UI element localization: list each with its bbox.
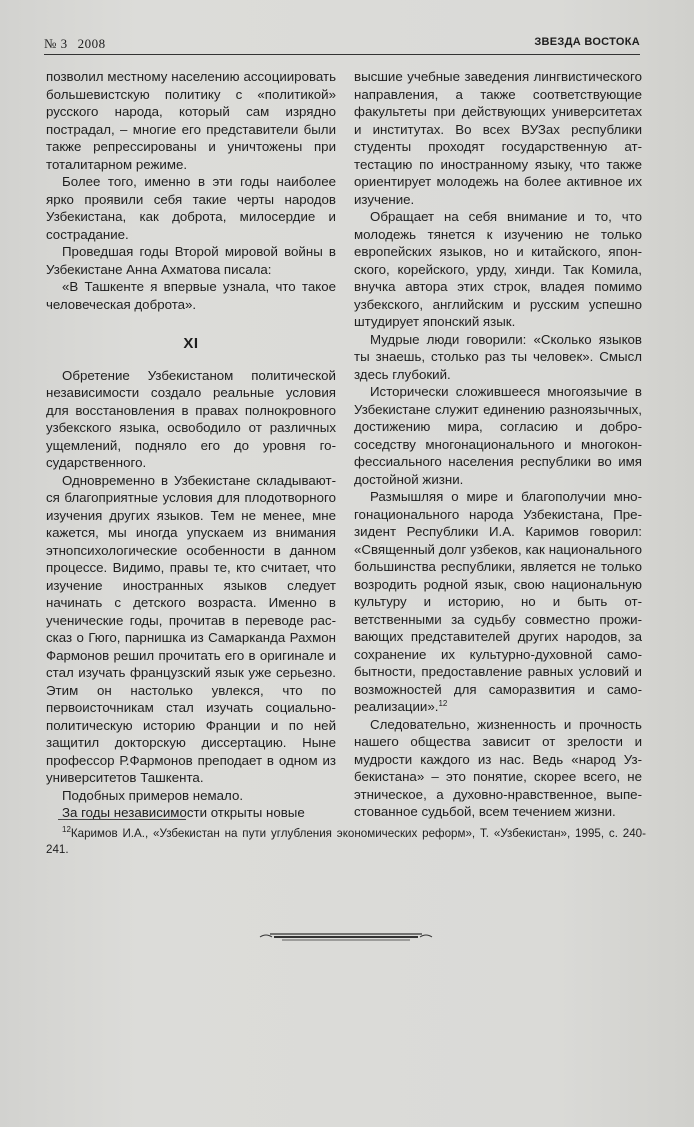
footnote-divider <box>58 819 186 820</box>
paragraph: позволил местному населению ассоциировать большевистскую политику с «политикой» русского народа, который сам изрядно пострадал, – многие его представители были также репрессированы и уничтожены при тоталитарном режиме. <box>46 69 336 172</box>
ornament-divider-icon <box>258 928 434 944</box>
paragraph: Проведшая годы Второй мировой войны в Узбекистане Анна Ахматова писала: <box>46 244 336 277</box>
paragraph: Более того, именно в эти годы наиболее ярко проявили себя такие черты народов Узбекистана, как доброта, милосердие и сострадание. <box>46 174 336 242</box>
paragraph-with-footnote <box>354 488 642 716</box>
paragraph: Мудрые люди говорили: «Сколько языков ты знаешь, столько раз ты человек». Смысл здесь глубокий. <box>354 331 642 382</box>
paragraph: Обретение Узбекистаном политической независимости создало реальные условия для восстановления в правах полнокровного узбекского языка, освободило от различных ущемлений, подняло его до уровня государственного. <box>46 367 336 470</box>
right-column <box>354 68 642 821</box>
footnote-number: 12 <box>62 825 71 834</box>
paragraph: Исторически сложившееся многоязычие в Узбекистане служит единению разноязычных, достижению мира, согласию и добрососедству многонационального и многоконфессиального населения республики во имя достойной жизни. <box>354 384 642 487</box>
footnote-text: Каримов И.А., «Узбекистан на пути углубления экономических реформ», Т. «Узбекистан», 1995, с. 240-241. <box>46 827 646 856</box>
paragraph: «В Ташкенте я впервые узнала, что такое человеческая доброта». <box>46 279 336 312</box>
issue-number: № 3 <box>44 36 68 51</box>
paragraph: За годы независимости открыты новые <box>62 805 305 820</box>
paragraph: Следовательно, жизненность и прочность нашего общества зависит от зрелости и мудрости каждого из нас. Ведь «народ Узбекистана» – это понятие, скорее всего, не этническое, а духовно-нравственное, выпестованное судьбой, всем течением жизни. <box>354 716 642 819</box>
journal-name: ЗВЕЗДА ВОСТОКА <box>534 36 640 48</box>
section-title: XI <box>183 335 199 352</box>
paragraph: высшие учебные заведения лингвистического направления, а также соответствующие факультеты при действующих университетах и институтах. Во всех ВУЗах республики студенты проходят государственную аттестацию по иностранному языку, что также ориентирует молодежь на более активное их изучение. <box>354 69 642 207</box>
paragraph: Одновременно в Узбекистане складываются благоприятные условия для плодотворного изучения других языков. Тем не менее, мне кажется, мы иногда упускаем из внимания этнопсихологические особенности в данном процессе. Видимо, правы те, кто считaет, что изучение иностранных языков следует начинать с детского возраста. Именно в ученические годы, прочитав в переводе рассказ о Гюго, парнишка из Самарканда Рахмон Фармонов решил прочитать его в оригинале и стал изучать французский язык уже серьезно. Этим он настолько увлекся, что по первоисточникам стал изучать социально-политическую историю Франции и по ней защитил докторскую диссертацию. Ныне профессор Р.Фармонов преподает в одном из университетов Ташкента. <box>46 472 336 785</box>
issue-year: 2008 <box>77 36 106 51</box>
issue-info <box>44 36 106 52</box>
left-column <box>46 68 336 822</box>
paragraph-text: Размышляя о мире и благополучии многонационального народа Узбекистана, Президент Республики И.А. Каримов говорил: «Священный долг узбеков, как национального большинства республики, является не только возродить родной язык, свою национальную культуру и историю, но и быть ответственными за судьбу совместно проживающих представителей других народов, за сохранение их культурно-духовной самобытности, предоставление равных условий и возможностей для саморазвития и самореализации». <box>354 489 642 714</box>
footnote <box>46 826 646 858</box>
running-header <box>44 32 640 55</box>
footnote-ref[interactable]: 12 <box>438 699 448 708</box>
paragraph: Обращает на себя внимание и то, что молодежь тянется к изучению не только европейских языков, но и китайского, японского, корейского, урду, хинди. Так Комила, внучка автора этих строк, владея помимо узбекского, английским и русским успешно штудирует японский язык. <box>354 209 642 329</box>
paragraph: Подобных примеров немало. <box>62 787 244 803</box>
